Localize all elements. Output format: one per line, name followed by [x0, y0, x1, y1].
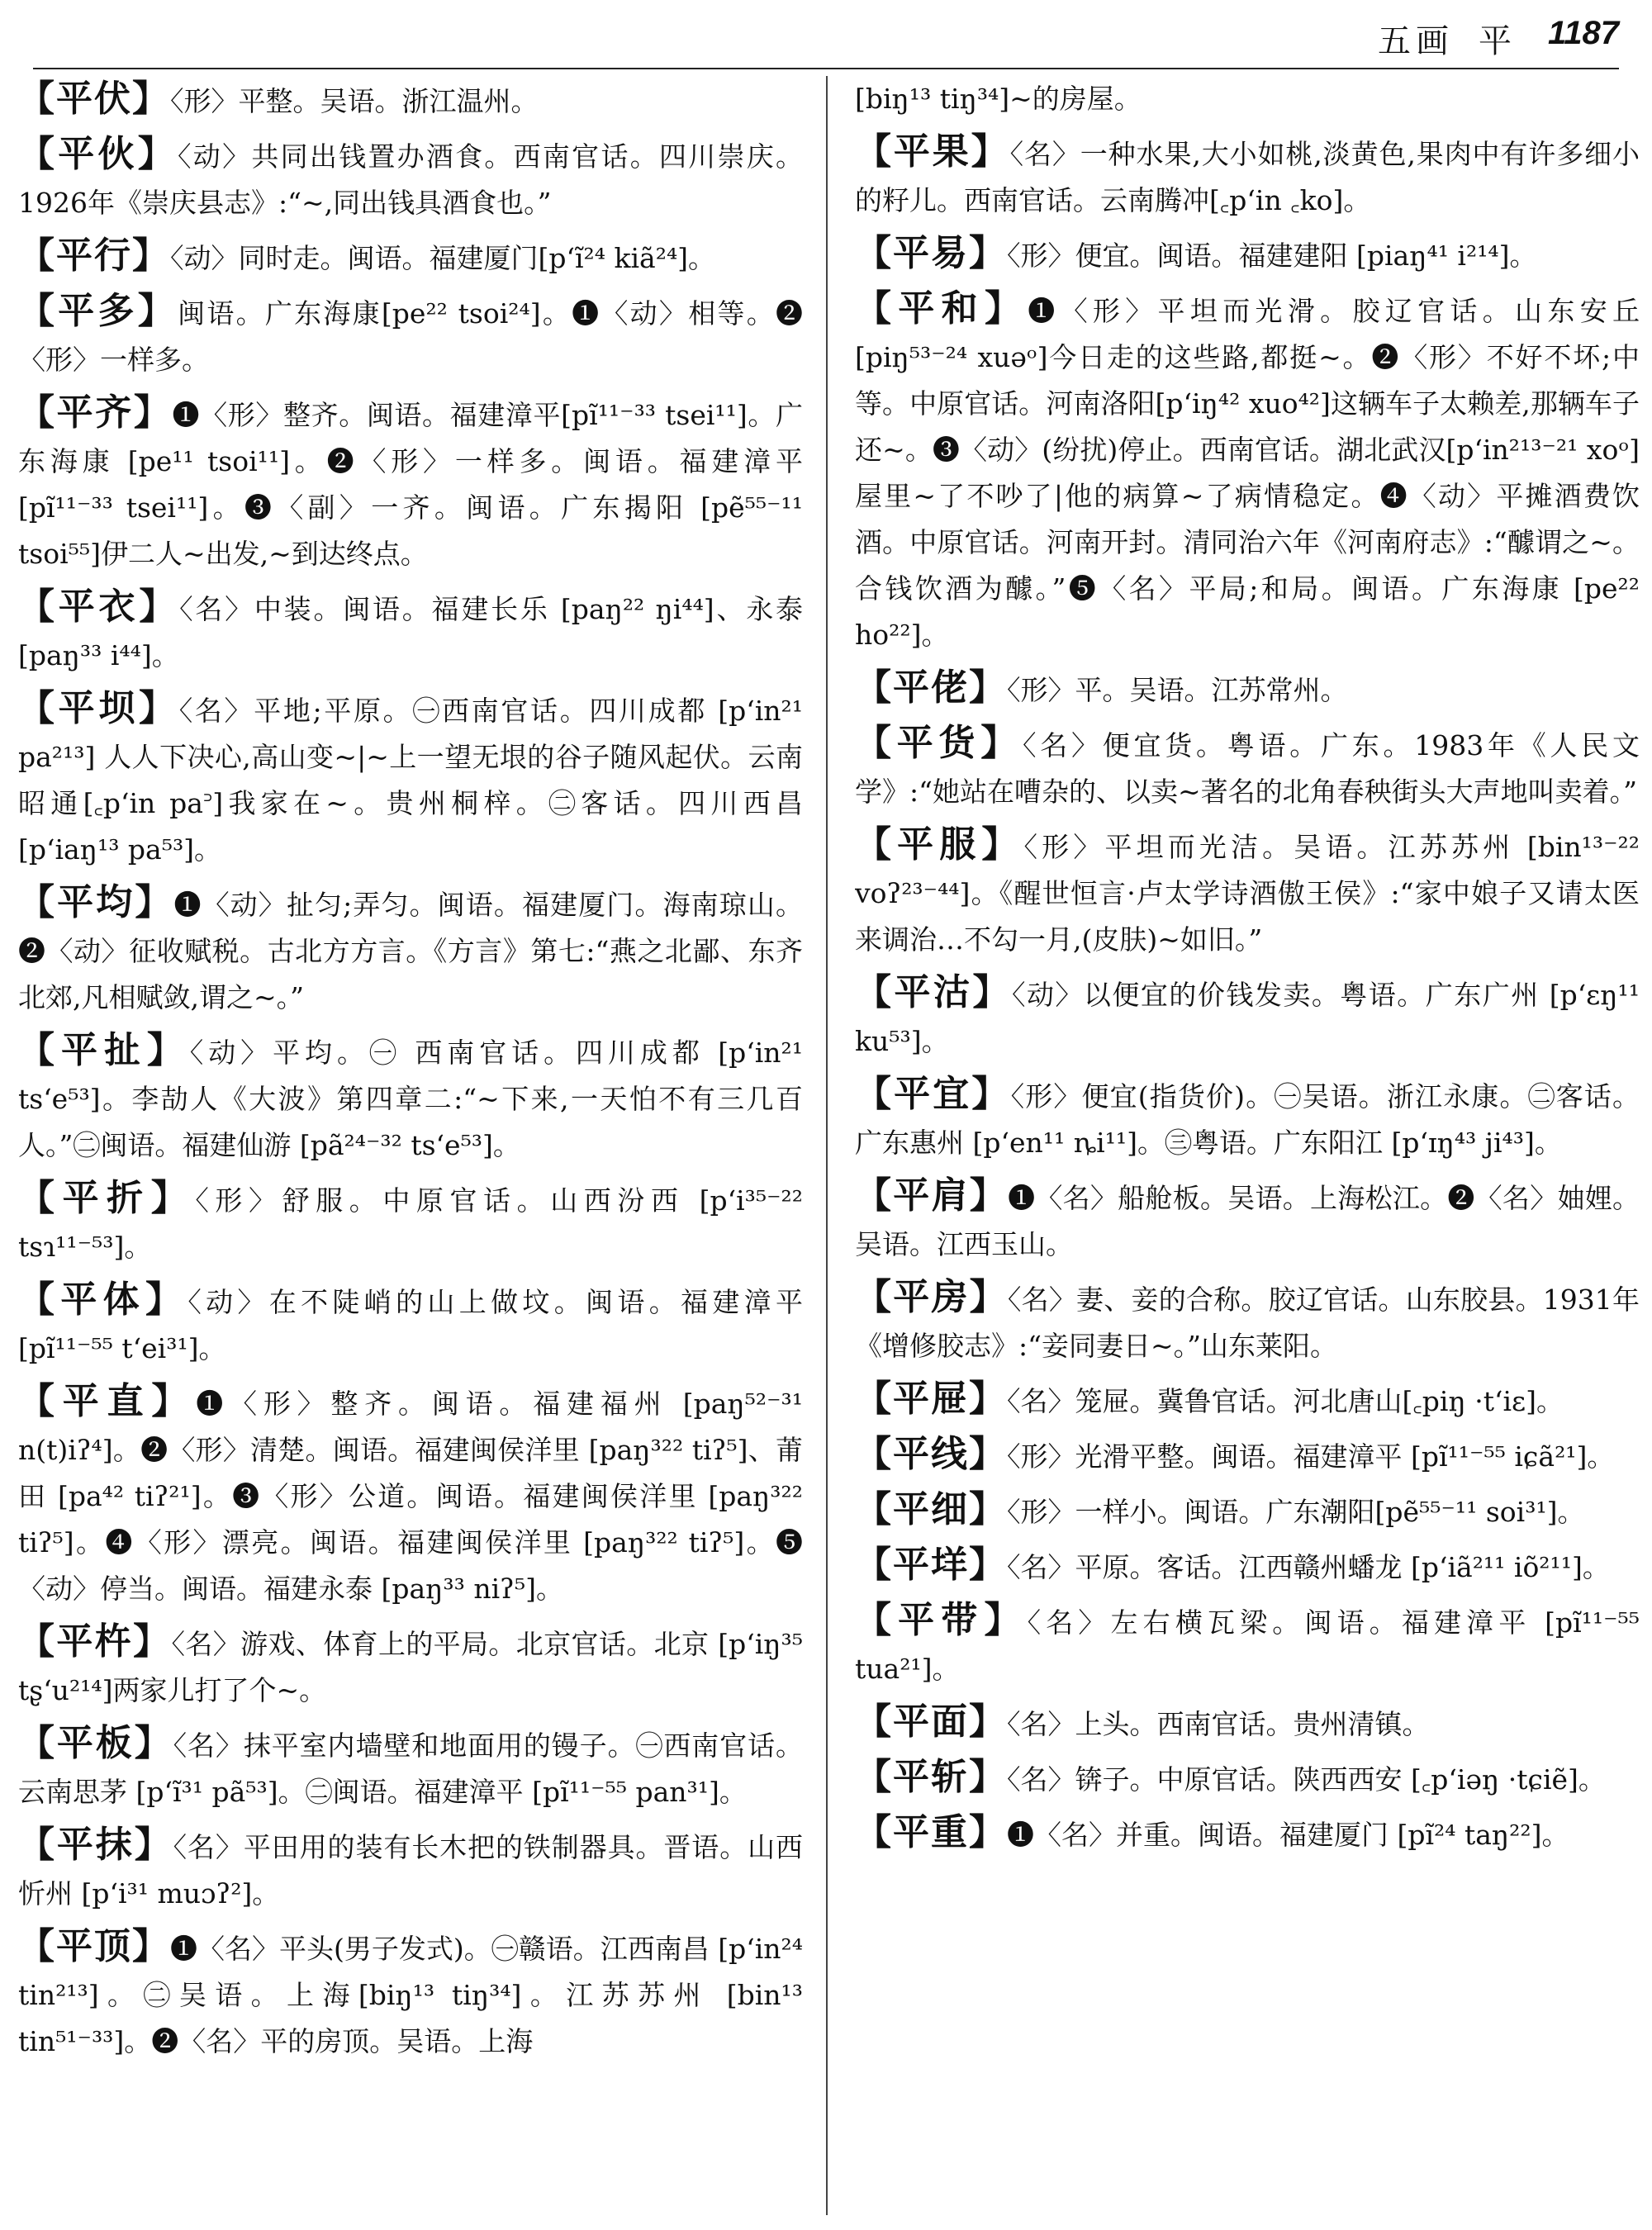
dictionary-entry	[18, 233, 803, 282]
entry-headword: 【平线】	[855, 1433, 1007, 1475]
entry-definition: 〈形〉舒服。中原官话。山西汾西 [p‘i³⁵⁻²² tsɿ¹¹⁻⁵³]。	[18, 1184, 803, 1263]
entry-headword: 【平果】	[855, 130, 1010, 173]
entry-definition: 〈形〉平整。吴语。浙江温州。	[170, 85, 539, 117]
entry-definition: 〈形〉便宜。闽语。福建建阳 [piaŋ⁴¹ i²¹⁴]。	[1007, 240, 1537, 272]
entry-headword: 【平货】	[855, 722, 1023, 764]
entry-definition: 〈名〉左右横瓦梁。闽语。福建漳平 [pĩ¹¹⁻⁵⁵ tua²¹]。	[855, 1606, 1640, 1685]
dictionary-entry	[18, 1175, 803, 1270]
entry-headword: 【平行】	[18, 235, 170, 277]
entry-definition: ❶〈名〉并重。闽语。福建厦门 [pĩ²⁴ taŋ²²]。	[1007, 1819, 1569, 1851]
dictionary-entry	[855, 1597, 1640, 1692]
entry-definition: ❶〈形〉整齐。闽语。福建漳平[pĩ¹¹⁻³³ tsei¹¹]。广东海康 [pe¹¹ tsoi¹¹]。❷〈形〉一样多。闽语。福建漳平 [pĩ¹¹⁻³³ tsei¹¹]。❸〈副〉一齐。闽语。广东揭阳 [pẽ⁵⁵⁻¹¹ tsoi⁵⁵]伊二人~出发,~到达终点。	[18, 399, 803, 570]
entry-definition: ❶〈名〉船舱板。吴语。上海松江。❷〈名〉妯娌。吴语。江西玉山。	[855, 1182, 1640, 1260]
dictionary-entry	[855, 1699, 1640, 1748]
entry-definition: 〈名〉平原。客话。江西赣州蟠龙 [p‘iã²¹¹ iõ²¹¹]。	[1007, 1551, 1610, 1583]
entry-headword: 【平佬】	[855, 667, 1007, 709]
dictionary-entry	[18, 390, 803, 577]
continued-text: [biŋ¹³ tiŋ³⁴]~的房屋。	[855, 83, 1142, 115]
dictionary-entry	[855, 1071, 1640, 1166]
dictionary-entry	[855, 720, 1640, 815]
dictionary-entry	[855, 1487, 1640, 1535]
dictionary-entry	[18, 1378, 803, 1612]
dictionary-entry	[18, 131, 803, 226]
dictionary-entry	[18, 584, 803, 679]
page-header	[0, 0, 1652, 74]
entry-headword: 【平齐】	[18, 391, 173, 434]
dictionary-entry	[18, 686, 803, 873]
entry-definition: 闽语。广东海康[pe²² tsoi²⁴]。❶〈动〉相等。❷〈形〉一样多。	[18, 297, 803, 376]
entry-definition: 〈名〉中装。闽语。福建长乐 [paŋ²² ŋi⁴⁴]、永泰 [paŋ³³ i⁴⁴]。	[18, 593, 803, 671]
entry-definition: 〈动〉平均。㊀ 西南官话。四川成都 [p‘in²¹ ts‘e⁵³]。李劼人《大波》第四章二:“~下来,一天怕不有三几百人。”㊁闽语。福建仙游 [pã²⁴⁻³² ts‘e⁵³]。	[18, 1037, 803, 1161]
dictionary-entry	[855, 1376, 1640, 1425]
header-rule	[33, 68, 1619, 69]
dictionary-entry	[18, 76, 803, 125]
dictionary-entry	[855, 665, 1640, 714]
entry-headword: 【平带】	[855, 1599, 1028, 1641]
entry-definition: ❶〈形〉平坦而光滑。胶辽官话。山东安丘 [piŋ⁵³⁻²⁴ xuəᵒ]今日走的这些路,都挺~。❷〈形〉不好不坏;中等。中原官话。河南洛阳[p‘iŋ⁴² xuo⁴²]这辆车子太赖差,那辆车子还~。❸〈动〉(纷扰)停止。西南官话。湖北武汉[p‘in²¹³⁻²¹ xoᵒ]屋里~了不吵了|他的病算~了病情稳定。❹〈动〉平摊酒费饮酒。中原官话。河南开封。清同治六年《河南府志》:“醵谓之~。合钱饮酒为醵。”❺〈名〉平局;和局。闽语。广东海康 [pe²² ho²²]。	[855, 295, 1640, 651]
dictionary-entry	[18, 880, 803, 1021]
entry-headword: 【平扯】	[18, 1029, 190, 1071]
dictionary-entry	[855, 1274, 1640, 1369]
dictionary-entry	[18, 1619, 803, 1714]
dictionary-entry	[18, 288, 803, 383]
entry-headword: 【平伙】	[18, 133, 178, 175]
entry-definition: 〈动〉以便宜的价钱发卖。粤语。广东广州 [p‘ɛŋ¹¹ ku⁵³]。	[855, 979, 1640, 1057]
page-number: 1187	[1547, 15, 1619, 51]
dictionary-entry	[18, 1277, 803, 1372]
entry-headword: 【平衣】	[18, 586, 180, 628]
entry-definition: 〈动〉在不陡峭的山上做坟。闽语。福建漳平 [pĩ¹¹⁻⁵⁵ t‘ei³¹]。	[18, 1286, 803, 1364]
dictionary-entry	[18, 1027, 803, 1169]
entry-headword: 【平体】	[18, 1279, 188, 1321]
entry-definition: 〈动〉同时走。闽语。福建厦门[p‘ĩ²⁴ kiã²⁴]。	[170, 242, 716, 274]
entry-headword: 【平抹】	[18, 1824, 173, 1866]
entry-headword: 【平服】	[855, 823, 1024, 866]
entry-headword: 【平细】	[855, 1488, 1007, 1530]
entry-definition: 〈形〉便宜(指货价)。㊀吴语。浙江永康。㊁客话。广东惠州 [p‘en¹¹ ȵi¹¹]。㊂粤语。广东阳江 [p‘ɪŋ⁴³ ji⁴³]。	[855, 1080, 1640, 1159]
entry-headword: 【平沽】	[855, 971, 1012, 1013]
dictionary-entry	[18, 1720, 803, 1815]
entry-definition: 〈名〉游戏、体育上的平局。北京官话。北京 [p‘iŋ³⁵ tʂ‘u²¹⁴]两家儿打了个~。	[18, 1628, 803, 1706]
entry-headword: 【平斩】	[855, 1756, 1007, 1798]
entry-definition: 〈名〉笼屉。冀鲁官话。河北唐山[꜀piŋ ·t‘iɛ]。	[1007, 1385, 1564, 1417]
running-head-section: 五画	[1378, 22, 1454, 60]
entry-definition: 〈形〉一样小。闽语。广东潮阳[pẽ⁵⁵⁻¹¹ soi³¹]。	[1007, 1496, 1585, 1528]
entry-definition: 〈名〉平地;平原。㊀西南官话。四川成都 [p‘in²¹ pa²¹³] 人人下决心,高山变~|~上一望无垠的谷子随风起伏。云南昭通[꜀p‘in pa꜄]我家在~。贵州桐梓。㊁客话。四川西昌 [p‘iaŋ¹³ pa⁵³]。	[18, 695, 803, 866]
entry-headword: 【平屉】	[855, 1378, 1007, 1420]
entry-definition: 〈名〉便宜货。粤语。广东。1983年《人民文学》:“她站在嘈杂的、以卖~著名的北角春秧街头大声地叫卖着。”	[855, 729, 1640, 808]
entry-headword: 【平房】	[855, 1276, 1008, 1318]
entry-definition: 〈形〉光滑平整。闽语。福建漳平 [pĩ¹¹⁻⁵⁵ iɕã²¹]。	[1007, 1440, 1615, 1473]
entry-headword: 【平和】	[855, 287, 1028, 330]
entry-headword: 【平垟】	[855, 1544, 1007, 1586]
entry-definition: 〈名〉上头。西南官话。贵州清镇。	[1007, 1708, 1430, 1740]
dictionary-entry	[855, 822, 1640, 963]
entry-headword: 【平均】	[18, 881, 174, 923]
entry-definition: 〈动〉共同出钱置办酒食。西南官话。四川崇庆。1926年《崇庆县志》:“~,同出钱具酒食也。”	[18, 140, 803, 219]
entry-definition: 〈名〉妻、妾的合称。胶辽官话。山东胶县。1931年《增修胶志》:“妾同妻日~。”山东莱阳。	[855, 1283, 1640, 1362]
running-head-character: 平	[1479, 22, 1512, 60]
dictionary-entry	[855, 286, 1640, 658]
dictionary-entry	[855, 1810, 1640, 1858]
left-column	[18, 76, 803, 2215]
entry-definition: 〈名〉抹平室内墙壁和地面用的镘子。㊀西南官话。云南思茅 [p‘ĩ³¹ pã⁵³]。㊁闽语。福建漳平 [pĩ¹¹⁻⁵⁵ pan³¹]。	[18, 1729, 803, 1808]
column-divider	[826, 76, 828, 2215]
dictionary-entry	[855, 1754, 1640, 1803]
entry-definition: ❶〈名〉平头(男子发式)。㊀赣语。江西南昌 [p‘in²⁴ tin²¹³]。㊁吴语。上海[biŋ¹³ tiŋ³⁴]。江苏苏州 [bin¹³ tin⁵¹⁻³³]。❷〈名〉平的房顶。吴语。上海	[18, 1933, 803, 2057]
entry-headword: 【平折】	[18, 1177, 196, 1219]
entry-definition: 〈形〉平。吴语。江苏常州。	[1007, 674, 1348, 706]
entry-definition: ❶〈形〉整齐。闽语。福建福州 [paŋ⁵²⁻³¹ n(t)iʔ⁴]。❷〈形〉清楚。闽语。福建闽侯洋里 [paŋ³²² tiʔ⁵]、莆田 [pa⁴² tiʔ²¹]。❸〈形〉公道。闽语。福建闽侯洋里 [paŋ³²² tiʔ⁵]。❹〈形〉漂亮。闽语。福建闽侯洋里 [paŋ³²² tiʔ⁵]。❺〈动〉停当。闽语。福建永泰 [paŋ³³ niʔ⁵]。	[18, 1388, 803, 1605]
dictionary-entry	[855, 230, 1640, 279]
right-column	[855, 76, 1640, 2215]
entry-headword: 【平坝】	[18, 687, 179, 729]
dictionary-entry	[855, 129, 1640, 224]
dictionary-entry	[855, 1542, 1640, 1591]
entry-headword: 【平面】	[855, 1701, 1007, 1743]
entry-headword: 【平伏】	[18, 78, 170, 120]
entry-headword: 【平易】	[855, 232, 1007, 274]
dictionary-entry	[855, 970, 1640, 1065]
entry-definition: ❶〈动〉扯匀;弄匀。闽语。福建厦门。海南琼山。❷〈动〉征收赋税。古北方方言。《方言》第七:“燕之北鄙、东齐北郊,凡相赋敛,谓之~。”	[18, 889, 803, 1013]
entry-headword: 【平肩】	[855, 1174, 1009, 1217]
entry-headword: 【平杵】	[18, 1620, 172, 1663]
dictionary-entry	[855, 1431, 1640, 1480]
entry-headword: 【平板】	[18, 1722, 173, 1764]
entry-definition: 〈名〉一种水果,大小如桃,淡黄色,果肉中有许多细小的籽儿。西南官话。云南腾冲[꜀p‘in ꜀ko]。	[855, 138, 1640, 216]
entry-headword: 【平直】	[18, 1380, 197, 1422]
dictionary-entry	[18, 1924, 803, 2065]
dictionary-entry	[855, 1173, 1640, 1268]
entry-headword: 【平顶】	[18, 1925, 170, 1967]
entry-definition: 〈名〉平田用的装有长木把的铁制器具。晋语。山西忻州 [p‘i³¹ muɔʔ²]。	[18, 1831, 803, 1910]
entry-headword: 【平宜】	[855, 1073, 1011, 1115]
entry-headword: 【平多】	[18, 290, 178, 332]
dictionary-entry	[18, 1822, 803, 1917]
entry-definition: 〈名〉锛子。中原官话。陕西西安 [꜀p‘iəŋ ·tɕiẽ]。	[1007, 1763, 1606, 1796]
entry-headword: 【平重】	[855, 1811, 1007, 1853]
entry-definition: 〈形〉平坦而光洁。吴语。江苏苏州 [bin¹³⁻²² voʔ²³⁻⁴⁴]。《醒世恒言·卢太学诗酒傲王侯》:“家中娘子又请太医来调治…不勾一月,(皮肤)~如旧。”	[855, 831, 1640, 956]
